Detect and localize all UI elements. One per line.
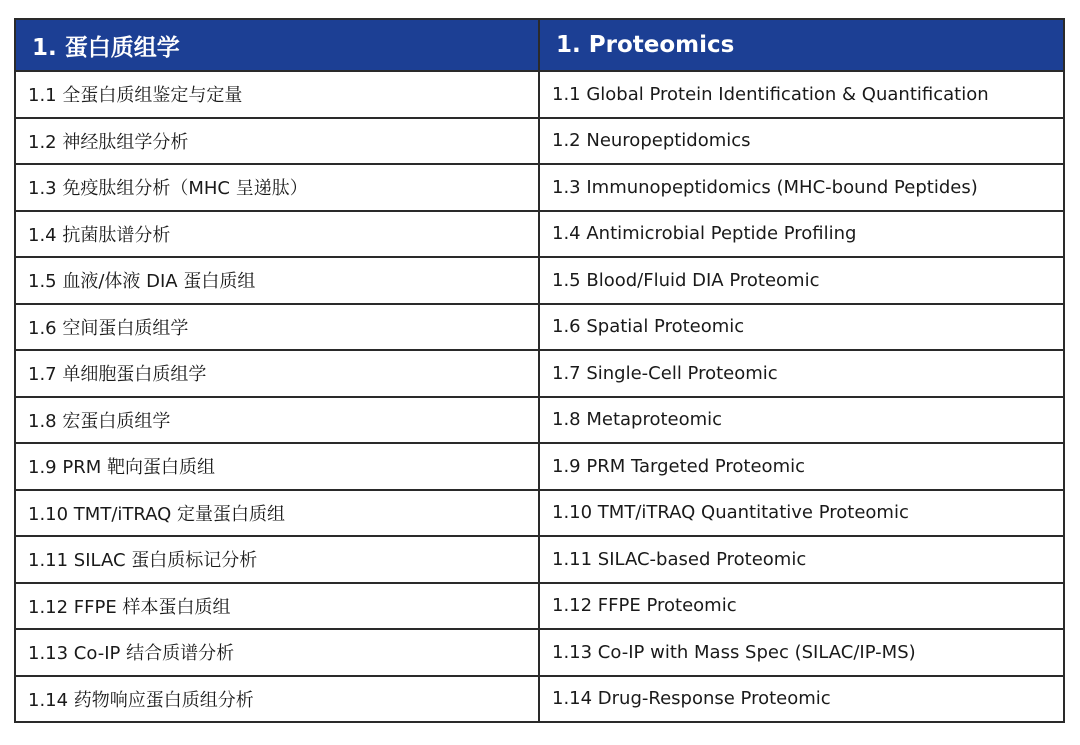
table-row [15,397,1064,444]
row-chinese-cell: 1.2 神经肽组学分析 [15,118,539,165]
table-row [15,71,1064,118]
row-chinese-cell: 1.4 抗菌肽谱分析 [15,211,539,258]
table-row [15,257,1064,304]
row-chinese-cell: 1.9 PRM 靶向蛋白质组 [15,443,539,490]
row-chinese-cell: 1.5 血液/体液 DIA 蛋白质组 [15,257,539,304]
row-chinese-cell: 1.6 空间蛋白质组学 [15,304,539,351]
row-chinese-cell: 1.10 TMT/iTRAQ 定量蛋白质组 [15,490,539,537]
table-row [15,583,1064,630]
table-row [15,164,1064,211]
row-chinese-cell: 1.8 宏蛋白质组学 [15,397,539,444]
table-header-row [15,19,1064,71]
row-chinese-cell: 1.11 SILAC 蛋白质标记分析 [15,536,539,583]
header-chinese: 1. 蛋白质组学 [15,19,539,71]
row-english-cell: 1.12 FFPE Proteomic [539,583,1064,630]
row-english-cell: 1.7 Single-Cell Proteomic [539,350,1064,397]
table-row [15,443,1064,490]
table-row [15,629,1064,676]
row-chinese-cell: 1.14 药物响应蛋白质组分析 [15,676,539,723]
table-row [15,676,1064,723]
row-chinese-cell: 1.13 Co-IP 结合质谱分析 [15,629,539,676]
row-english-cell: 1.13 Co-IP with Mass Spec (SILAC/IP-MS) [539,629,1064,676]
row-english-cell: 1.14 Drug-Response Proteomic [539,676,1064,723]
row-english-cell: 1.5 Blood/Fluid DIA Proteomic [539,257,1064,304]
row-english-cell: 1.1 Global Protein Identification & Quantification [539,71,1064,118]
row-english-cell: 1.9 PRM Targeted Proteomic [539,443,1064,490]
row-english-cell: 1.11 SILAC-based Proteomic [539,536,1064,583]
row-english-cell: 1.3 Immunopeptidomics (MHC-bound Peptides) [539,164,1064,211]
table-row [15,490,1064,537]
row-chinese-cell: 1.7 单细胞蛋白质组学 [15,350,539,397]
table-row [15,211,1064,258]
table-row [15,118,1064,165]
row-chinese-cell: 1.3 免疫肽组分析（MHC 呈递肽） [15,164,539,211]
row-english-cell: 1.6 Spatial Proteomic [539,304,1064,351]
header-english: 1. Proteomics [539,19,1064,71]
proteomics-services-table [14,18,1065,723]
table-row [15,536,1064,583]
row-english-cell: 1.4 Antimicrobial Peptide Profiling [539,211,1064,258]
row-english-cell: 1.10 TMT/iTRAQ Quantitative Proteomic [539,490,1064,537]
table-row [15,350,1064,397]
table-row [15,304,1064,351]
table-body [15,71,1064,722]
row-english-cell: 1.8 Metaproteomic [539,397,1064,444]
row-chinese-cell: 1.1 全蛋白质组鉴定与定量 [15,71,539,118]
row-english-cell: 1.2 Neuropeptidomics [539,118,1064,165]
row-chinese-cell: 1.12 FFPE 样本蛋白质组 [15,583,539,630]
